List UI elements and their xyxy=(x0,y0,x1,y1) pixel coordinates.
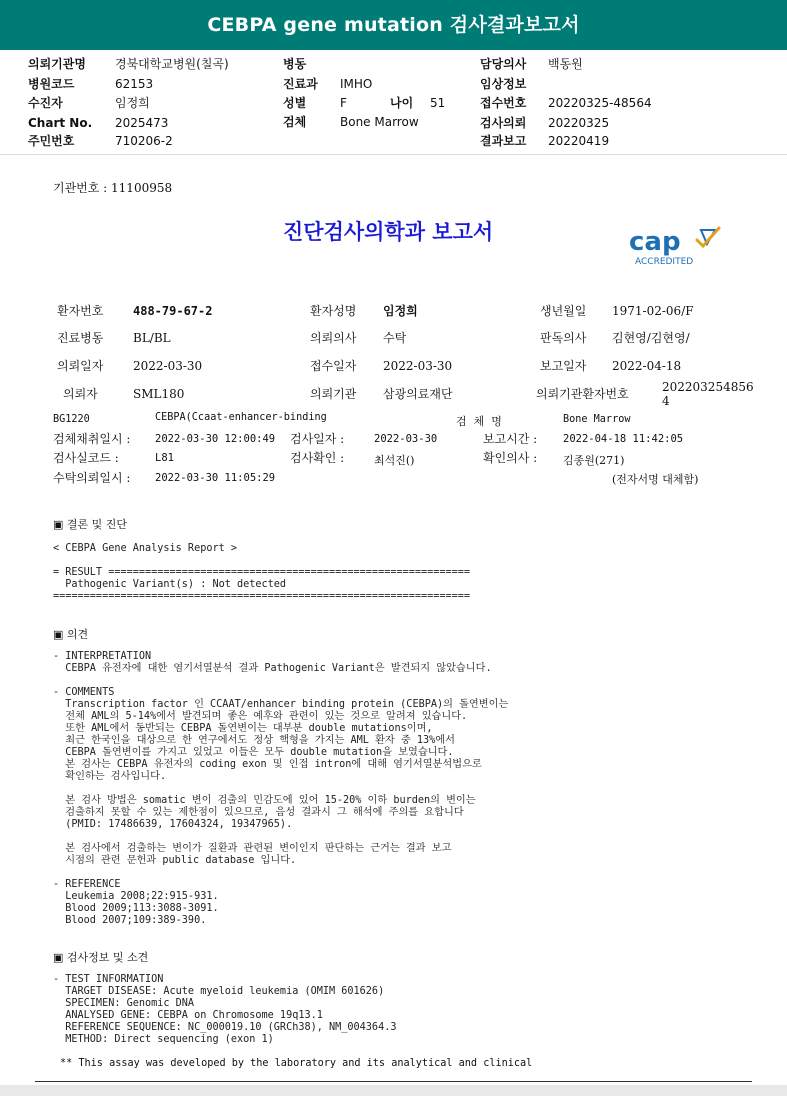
patient-label: 판독의사 xyxy=(540,331,587,345)
header-label: 병원코드 xyxy=(28,77,75,91)
header-label: 임상정보 xyxy=(480,77,527,91)
meta-value: 최석진() xyxy=(374,454,415,467)
patient-value: 2022-03-30 xyxy=(133,359,203,373)
meta-label: 검사확인 : xyxy=(290,451,345,465)
header-label: 접수번호 xyxy=(480,96,527,110)
header-value: 임정희 xyxy=(115,96,150,110)
patient-label: 환자번호 xyxy=(57,304,104,318)
patient-value-cont: 4 xyxy=(662,394,670,408)
patient-label: 진료병동 xyxy=(57,331,104,345)
patient-label: 환자성명 xyxy=(310,304,357,318)
header-value: 경북대학교병원(칠곡) xyxy=(115,57,229,71)
patient-value: 1971-02-06/F xyxy=(612,304,694,318)
footer-strip xyxy=(0,1085,787,1096)
meta-label: 검사일자 : xyxy=(290,432,345,446)
cap-logo-icon xyxy=(627,222,727,270)
footnote: ** This assay was developed by the laboratory and its analytical and clinical xyxy=(60,1058,533,1069)
test-info-block: - TEST INFORMATION TARGET DISEASE: Acute myeloid leukemia (OMIM 601626) SPECIMEN: Genomic DNA ANALYSED GENE: CEBPA on Chromosome 19q13.1 REFERENCE SEQUENCE: NC_000019.10 (GRCh38), NM_004364.3 METHOD: Direct sequencing (exon 1) xyxy=(53,974,397,1045)
patient-value: SML180 xyxy=(133,387,185,401)
header-label: 검체 xyxy=(283,115,307,129)
patient-label: 보고일자 xyxy=(540,359,587,373)
meta-label: 검체채취일시 : xyxy=(53,432,131,446)
header-value: 백동원 xyxy=(548,57,583,71)
patient-label: 생년월일 xyxy=(540,304,587,318)
bottom-rule xyxy=(35,1081,752,1082)
section-conclusion: ▣ 결론 및 진단 xyxy=(53,518,128,531)
meta-value: 2022-03-30 12:00:49 xyxy=(155,433,276,445)
patient-label: 의뢰기관 xyxy=(310,387,357,401)
patient-label: 의뢰자 xyxy=(63,387,98,401)
patient-label: 의뢰기관환자번호 xyxy=(536,387,629,401)
header-value: F xyxy=(340,96,347,110)
patient-value: 삼광의료재단 xyxy=(383,387,453,401)
header-value: 51 xyxy=(430,96,446,110)
patient-value: 김현영/김현영/ xyxy=(612,331,690,345)
patient-value: 2022-03-30 xyxy=(383,359,453,373)
esign-note: (전자서명 대체함) xyxy=(612,473,699,486)
header-label: 결과보고 xyxy=(480,134,527,148)
header-label: 의뢰기관명 xyxy=(28,57,86,71)
report-banner xyxy=(0,0,787,50)
report-title: 진단검사의학과 보고서 xyxy=(283,220,494,244)
patient-value: 488-79-67-2 xyxy=(133,304,213,318)
header-label: 검사의뢰 xyxy=(480,116,527,130)
opinion-block: - INTERPRETATION CEBPA 유전자에 대한 염기서열분석 결과 Pathogenic Variant은 발견되지 않았습니다. - COMMENTS Transcription factor 인 CCAAT/enhancer binding protein (CEBPA)의 돌연변이는 전체 AML의 5-14%에서 발견되며 좋은 예후와 관련이 있는 것으로 알려져 있습니다. 또한 AML에서 동반되는 CEBPA 돌연변이는 대부분 double mutations이며, 최근 한국인을 대상으로 한 연구에서도 정상 핵형을 가지는 AML 환자 중 13%에서 CEBPA 돌연변이를 가지고 있었고 이들은 모두 double mutation을 보였습니다. 본 검사는 CEBPA 유전자의 coding exon 및 인접 intron에 대해 염기서열분석법으로 확인하는 검사입니다. 본 검사 방법은 somatic 변이 검출의 민감도에 있어 15-20% 이하 burden의 변이는 검출하지 못할 수 있는 제한점이 있으므로, 음성 결과시 그 해석에 주의를 요합니다 (PMID: 17486639, 17604324, 19347965). 본 검사에서 검출하는 변이가 질환과 관련된 변이인지 판단하는 근거는 결과 보고 시점의 관련 문헌과 public database 입니다. - REFERENCE Leukemia 2008;22:915-931. Blood 2009;113:3088-3091. Blood 2007;109:389-390. xyxy=(53,651,509,926)
specimen-label: 검 체 명 xyxy=(456,415,502,428)
header-label: 성별 xyxy=(283,96,307,110)
section-opinion: ▣ 의견 xyxy=(53,628,89,641)
patient-value: 임정희 xyxy=(383,304,418,318)
meta-label: 보고시간 : xyxy=(483,432,538,446)
meta-value: L81 xyxy=(155,452,174,464)
header-value: 62153 xyxy=(115,77,154,91)
meta-value: 2022-03-30 xyxy=(374,433,438,445)
meta-label: 확인의사 : xyxy=(483,451,538,465)
section-test-info: ▣ 검사정보 및 소견 xyxy=(53,951,149,964)
header-label: 수진자 xyxy=(28,96,63,110)
header-label: 진료과 xyxy=(283,77,318,91)
institution-number: 기관번호 : 11100958 xyxy=(53,181,173,195)
header-value: Bone Marrow xyxy=(340,115,419,129)
specimen-value: Bone Marrow xyxy=(563,414,631,425)
cap-accredited-logo xyxy=(627,222,727,270)
header-label: 주민번호 xyxy=(28,134,75,148)
patient-value: 수탁 xyxy=(383,331,407,345)
test-name: CEBPA(Ccaat-enhancer-binding xyxy=(155,412,327,423)
meta-value: 김종원(271) xyxy=(563,454,625,467)
patient-label: 의뢰의사 xyxy=(310,331,357,345)
meta-value: 2022-03-30 11:05:29 xyxy=(155,472,276,484)
header-value: 20220325-48564 xyxy=(548,96,652,110)
header-value: 20220419 xyxy=(548,134,610,148)
header-value: IMHO xyxy=(340,77,373,91)
header-divider xyxy=(0,154,787,155)
test-code: BG1220 xyxy=(53,414,90,425)
header-value: 710206-2 xyxy=(115,134,173,148)
patient-value: BL/BL xyxy=(133,331,171,345)
meta-value: 2022-04-18 11:42:05 xyxy=(563,433,684,445)
cap-logo-sub: ACCREDITED xyxy=(635,257,694,267)
cap-logo-text: cap xyxy=(629,227,681,257)
header-label: 담당의사 xyxy=(480,57,527,71)
header-label: 나이 xyxy=(390,96,414,110)
patient-value: 202203254856 xyxy=(662,380,754,394)
meta-label: 수탁의뢰일시 : xyxy=(53,471,131,485)
result-block: < CEBPA Gene Analysis Report > = RESULT =========================================================== Pathogenic Variant(s) : Not detected ==================================================================== xyxy=(53,543,471,602)
header-label: 병동 xyxy=(283,57,307,71)
header-label: Chart No. xyxy=(28,116,93,130)
patient-label: 의뢰일자 xyxy=(57,359,104,373)
meta-label: 검사실코드 : xyxy=(53,451,119,465)
header-value: 2025473 xyxy=(115,116,169,130)
header-value: 20220325 xyxy=(548,116,610,130)
banner-title: CEBPA gene mutation 검사결과보고서 xyxy=(207,14,580,36)
patient-label: 접수일자 xyxy=(310,359,357,373)
patient-value: 2022-04-18 xyxy=(612,359,682,373)
